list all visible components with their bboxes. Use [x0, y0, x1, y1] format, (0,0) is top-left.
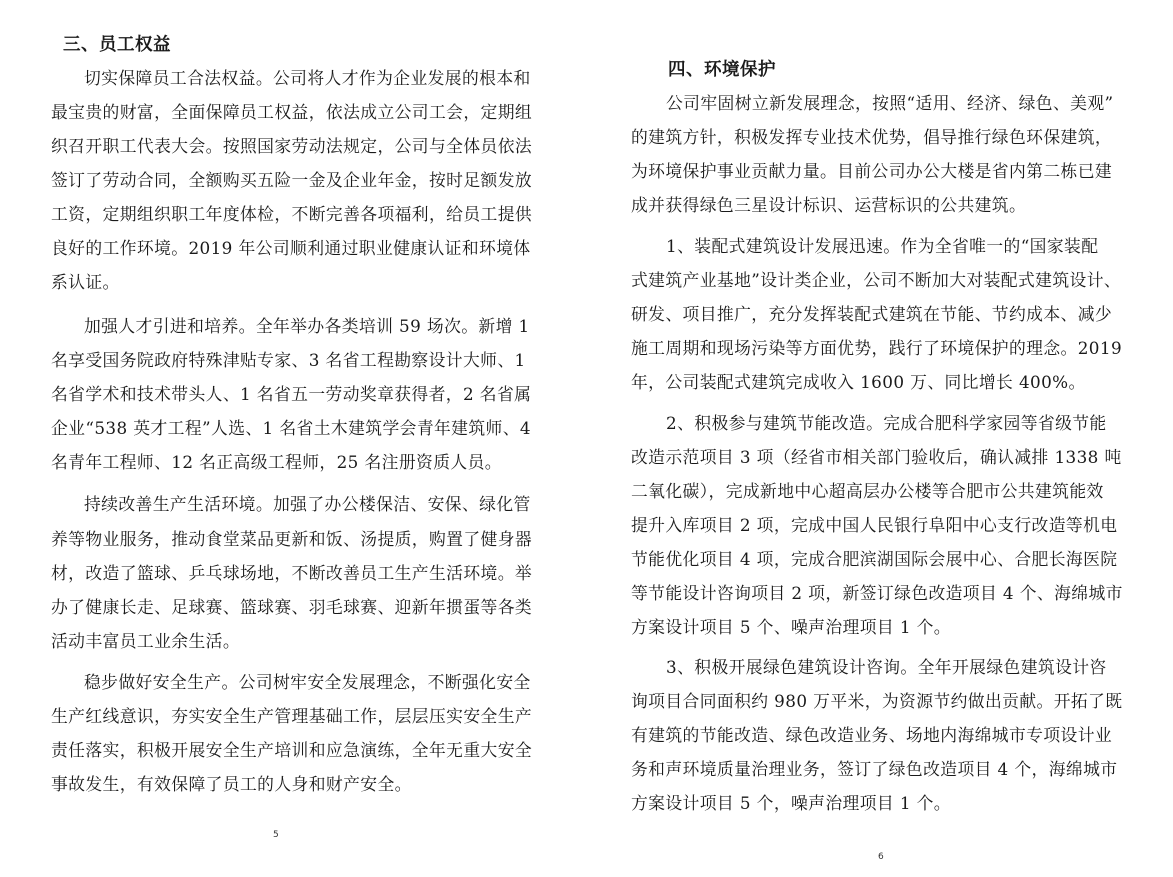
paragraph-line: 年，公司装配式建筑完成收入 1600 万、同比增长 400%。 — [631, 372, 1086, 392]
paragraph-line: 1、装配式建筑设计发展迅速。作为全省唯一的“国家装配 — [666, 236, 1099, 256]
paragraph-line: 方案设计项目 5 个、噪声治理项目 1 个。 — [631, 617, 951, 637]
paragraph-line: 提升入库项目 2 项，完成中国人民银行阜阳中心支行改造等机电 — [631, 515, 1118, 535]
paragraph-line: 式建筑产业基地”设计类企业，公司不断加大对装配式建筑设计、 — [631, 270, 1122, 290]
paragraph-line: 事故发生，有效保障了员工的人身和财产安全。 — [51, 774, 412, 794]
paragraph-line: 改造示范项目 3 项（经省市相关部门验收后，确认减排 1338 吨 — [631, 447, 1122, 467]
page-number: 5 — [273, 830, 279, 840]
left-page — [0, 0, 586, 877]
paragraph-line: 养等物业服务，推动食堂菜品更新和饭、汤提质，购置了健身器 — [51, 529, 533, 549]
paragraph-line: 的建筑方针，积极发挥专业技术优势，倡导推行绿色环保建筑， — [631, 127, 1113, 147]
paragraph-line: 材，改造了篮球、乒乓球场地，不断改善员工生产生活环境。举 — [51, 563, 533, 583]
paragraph-line: 良好的工作环境。2019 年公司顺利通过职业健康认证和环境体 — [51, 238, 531, 258]
paragraph-line: 加强人才引进和培养。全年举办各类培训 59 场次。新增 1 — [84, 316, 530, 336]
paragraph-line: 名省学术和技术带头人、1 名省五一劳动奖章获得者，2 名省属 — [51, 384, 532, 404]
paragraph-line: 最宝贵的财富，全面保障员工权益，依法成立公司工会，定期组 — [51, 102, 533, 122]
paragraph-line: 责任落实，积极开展安全生产培训和应急演练，全年无重大安全 — [51, 740, 533, 760]
section-heading-environment: 四、环境保护 — [668, 60, 776, 80]
paragraph-line: 稳步做好安全生产。公司树牢安全发展理念，不断强化安全 — [84, 672, 531, 692]
paragraph-line: 系认证。 — [51, 272, 120, 292]
paragraph-line: 有建筑的节能改造、绿色改造业务、场地内海绵城市专项设计业 — [631, 725, 1113, 745]
paragraph-line: 名享受国务院政府特殊津贴专家、3 名省工程勘察设计大师、1 — [51, 350, 526, 370]
paragraph-line: 务和声环境质量治理业务，签订了绿色改造项目 4 个，海绵城市 — [631, 759, 1118, 779]
paragraph-line: 工资，定期组织职工年度体检，不断完善各项福利，给员工提供 — [51, 204, 533, 224]
paragraph-line: 生产红线意识，夯实安全生产管理基础工作，层层压实安全生产 — [51, 706, 533, 726]
paragraph-line: 办了健康长走、足球赛、篮球赛、羽毛球赛、迎新年掼蛋等各类 — [51, 597, 533, 617]
paragraph-line: 二氧化碳），完成新地中心超高层办公楼等合肥市公共建筑能效 — [631, 481, 1104, 501]
paragraph-line: 等节能设计咨询项目 2 项，新签订绿色改造项目 4 个、海绵城市 — [631, 583, 1123, 603]
paragraph-line: 方案设计项目 5 个，噪声治理项目 1 个。 — [631, 793, 951, 813]
page-number: 6 — [878, 852, 884, 862]
paragraph-line: 询项目合同面积约 980 万平米，为资源节约做出贡献。开拓了既 — [631, 691, 1123, 711]
paragraph-line: 节能优化项目 4 项，完成合肥滨湖国际会展中心、合肥长海医院 — [631, 549, 1118, 569]
paragraph-line: 施工周期和现场污染等方面优势，践行了环境保护的理念。2019 — [631, 338, 1123, 358]
paragraph-line: 切实保障员工合法权益。公司将人才作为企业发展的根本和 — [84, 68, 531, 88]
paragraph-line: 持续改善生产生活环境。加强了办公楼保洁、安保、绿化管 — [84, 494, 531, 514]
paragraph-line: 3、积极开展绿色建筑设计咨询。全年开展绿色建筑设计咨 — [666, 657, 1107, 677]
paragraph-line: 签订了劳动合同，全额购买五险一金及企业年金，按时足额发放 — [51, 170, 533, 190]
paragraph-line: 名青年工程师、12 名正高级工程师，25 名注册资质人员。 — [51, 452, 502, 472]
paragraph-line: 活动丰富员工业余生活。 — [51, 631, 240, 651]
paragraph-line: 织召开职工代表大会。按照国家劳动法规定，公司与全体员依法 — [51, 136, 533, 156]
paragraph-line: 2、积极参与建筑节能改造。完成合肥科学家园等省级节能 — [666, 413, 1107, 433]
right-page — [586, 0, 1173, 877]
paragraph-line: 公司牢固树立新发展理念，按照“适用、经济、绿色、美观” — [666, 93, 1114, 113]
paragraph-line: 企业“538 英才工程”人选、1 名省土木建筑学会青年建筑师、4 — [51, 418, 531, 438]
paragraph-line: 研发、项目推广，充分发挥装配式建筑在节能、节约成本、减少 — [631, 304, 1113, 324]
paragraph-line: 成并获得绿色三星设计标识、运营标识的公共建筑。 — [631, 195, 1027, 215]
section-heading-employee-rights: 三、员工权益 — [63, 35, 171, 55]
paragraph-line: 为环境保护事业贡献力量。目前公司办公大楼是省内第二栋已建 — [631, 161, 1113, 181]
